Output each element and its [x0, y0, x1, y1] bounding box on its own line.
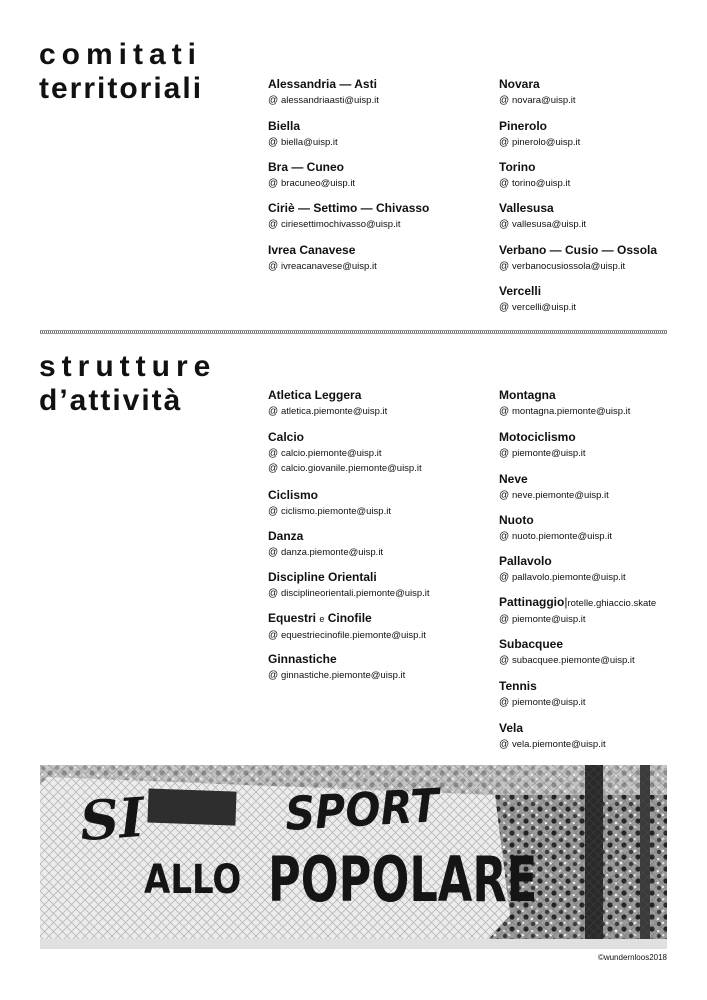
contact-email[interactable]: @ nuoto.piemonte@uisp.it	[499, 531, 612, 542]
contact-entry	[499, 554, 699, 584]
at-icon: @	[499, 261, 510, 272]
contact-email[interactable]: @ subacquee.piemonte@uisp.it	[499, 655, 635, 666]
at-icon: @	[499, 448, 510, 459]
contact-name: Pallavolo	[499, 554, 552, 568]
contact-entry	[499, 77, 699, 107]
section-divider	[40, 330, 667, 334]
contact-email[interactable]: @ ciclismo.piemonte@uisp.it	[268, 506, 391, 517]
at-icon: @	[499, 614, 510, 625]
at-icon: @	[499, 302, 510, 313]
contact-entry	[268, 388, 468, 418]
contact-email[interactable]: @ pinerolo@uisp.it	[499, 137, 581, 148]
contact-name: Vercelli	[499, 284, 542, 298]
contact-email[interactable]: @ vallesusa@uisp.it	[499, 219, 587, 230]
contact-email[interactable]: @ torino@uisp.it	[499, 178, 571, 189]
contact-email[interactable]: @ calcio.piemonte@uisp.it	[268, 448, 382, 459]
contact-entry	[268, 201, 468, 231]
contact-entry	[268, 529, 468, 559]
contact-entry	[499, 595, 699, 626]
contact-entry	[268, 160, 468, 190]
contact-email[interactable]: @ vela.piemonte@uisp.it	[499, 739, 606, 750]
at-icon: @	[268, 95, 279, 106]
heading-comitati-line2: territoriali	[39, 72, 204, 105]
banner-word-sport: SPORT	[284, 778, 440, 841]
photo-credit: ©wundernloos2018	[597, 953, 667, 962]
contact-name: Ginnastiche	[268, 652, 337, 666]
contact-email[interactable]: @ ivreacanavese@uisp.it	[268, 261, 377, 272]
contact-name: Discipline Orientali	[268, 570, 377, 584]
contact-name: Equestri e Cinofile	[268, 611, 372, 625]
contact-email[interactable]: @ vercelli@uisp.it	[499, 302, 577, 313]
contact-email[interactable]: @ biella@uisp.it	[268, 137, 338, 148]
contact-name: Montagna	[499, 388, 556, 402]
heading-strutture-line1: strutture	[39, 350, 217, 383]
contact-email[interactable]: @ piemonte@uisp.it	[499, 697, 586, 708]
at-icon: @	[268, 448, 279, 459]
at-icon: @	[499, 697, 510, 708]
contact-email[interactable]: @ disciplineorientali.piemonte@uisp.it	[268, 588, 430, 599]
contact-name: Nuoto	[499, 513, 534, 527]
contact-email[interactable]: @ equestriecinofile.piemonte@uisp.it	[268, 630, 426, 641]
at-icon: @	[499, 739, 510, 750]
at-icon: @	[499, 219, 510, 230]
contact-email[interactable]: @ alessandriaasti@uisp.it	[268, 95, 379, 106]
contact-name: Subacquee	[499, 637, 564, 651]
at-icon: @	[499, 95, 510, 106]
at-icon: @	[268, 588, 279, 599]
contact-entry	[268, 119, 468, 149]
at-icon: @	[499, 572, 510, 583]
contact-name: Torino	[499, 160, 536, 174]
contact-entry	[268, 611, 468, 642]
at-icon: @	[268, 547, 279, 558]
contact-entry	[268, 570, 468, 600]
at-icon: @	[268, 406, 279, 417]
contact-name: Motociclismo	[499, 430, 576, 444]
contact-name: Vallesusa	[499, 201, 554, 215]
heading-strutture-line2: d’attività	[39, 384, 183, 417]
contact-email[interactable]: @ ginnastiche.piemonte@uisp.it	[268, 670, 406, 681]
contact-name: Pinerolo	[499, 119, 548, 133]
contact-entry	[268, 652, 468, 682]
at-icon: @	[268, 219, 279, 230]
contact-email[interactable]: @ piemonte@uisp.it	[499, 448, 586, 459]
contact-name: Novara	[499, 77, 540, 91]
contact-entry	[499, 201, 699, 231]
at-icon: @	[499, 655, 510, 666]
at-icon: @	[499, 406, 510, 417]
at-icon: @	[268, 261, 279, 272]
contact-entry	[499, 243, 699, 273]
heading-comitati	[39, 38, 203, 106]
at-icon: @	[268, 630, 279, 641]
at-icon: @	[268, 670, 279, 681]
contact-entry	[499, 472, 699, 502]
contact-name: Vela	[499, 721, 524, 735]
contact-email[interactable]: @ novara@uisp.it	[499, 95, 576, 106]
at-icon: @	[499, 531, 510, 542]
at-icon: @	[268, 506, 279, 517]
at-icon: @	[268, 178, 279, 189]
banner-photo	[40, 765, 667, 949]
contact-name: Alessandria — Asti	[268, 77, 377, 91]
contact-email[interactable]: @ piemonte@uisp.it	[499, 614, 586, 625]
contact-entry	[499, 679, 699, 709]
contact-entry	[499, 284, 699, 314]
at-icon: @	[499, 490, 510, 501]
at-icon: @	[499, 178, 510, 189]
contact-email-secondary[interactable]: @ calcio.giovanile.piemonte@uisp.it	[268, 463, 422, 474]
contact-entry	[268, 488, 468, 518]
contact-entry	[499, 388, 699, 418]
contact-email[interactable]: @ ciriesettimochivasso@uisp.it	[268, 219, 401, 230]
contact-email[interactable]: @ neve.piemonte@uisp.it	[499, 490, 609, 501]
contact-name: Pattinaggio|rotelle.ghiaccio.skate	[499, 595, 657, 609]
contact-name: Ivrea Canavese	[268, 243, 356, 257]
contact-name: Bra — Cuneo	[268, 160, 345, 174]
heading-comitati-line1: comitati	[39, 38, 203, 71]
contact-name: Ciclismo	[268, 488, 319, 502]
contact-email[interactable]: @ atletica.piemonte@uisp.it	[268, 406, 388, 417]
contact-name: Tennis	[499, 679, 537, 693]
contact-entry	[268, 77, 468, 107]
contact-email[interactable]: @ pallavolo.piemonte@uisp.it	[499, 572, 626, 583]
contact-name: Verbano — Cusio — Ossola	[499, 243, 658, 257]
contact-name: Danza	[268, 529, 304, 543]
contact-entry	[268, 243, 468, 273]
contact-email[interactable]: @ verbanocusiossola@uisp.it	[499, 261, 626, 272]
contact-entry	[499, 721, 699, 751]
contact-entry	[499, 513, 699, 543]
contact-email[interactable]: @ danza.piemonte@uisp.it	[268, 547, 384, 558]
contact-name: Ciriè — Settimo — Chivasso	[268, 201, 430, 215]
contact-email[interactable]: @ bracuneo@uisp.it	[268, 178, 356, 189]
banner-word-allo: ALLO	[144, 857, 242, 903]
banner-word-popolare: POPOLARE	[268, 843, 538, 916]
contact-entry	[499, 637, 699, 667]
at-icon: @	[268, 137, 279, 148]
contact-entry	[268, 430, 468, 475]
contact-entry	[499, 430, 699, 460]
contact-email[interactable]: @ montagna.piemonte@uisp.it	[499, 406, 631, 417]
contact-name: Atletica Leggera	[268, 388, 362, 402]
banner-word-si: SI	[77, 784, 147, 854]
contact-name: Calcio	[268, 430, 305, 444]
at-icon: @	[268, 463, 279, 474]
contact-entry	[499, 119, 699, 149]
heading-strutture	[39, 350, 216, 418]
at-icon: @	[499, 137, 510, 148]
contact-name: Neve	[499, 472, 528, 486]
contact-entry	[499, 160, 699, 190]
contact-name: Biella	[268, 119, 301, 133]
